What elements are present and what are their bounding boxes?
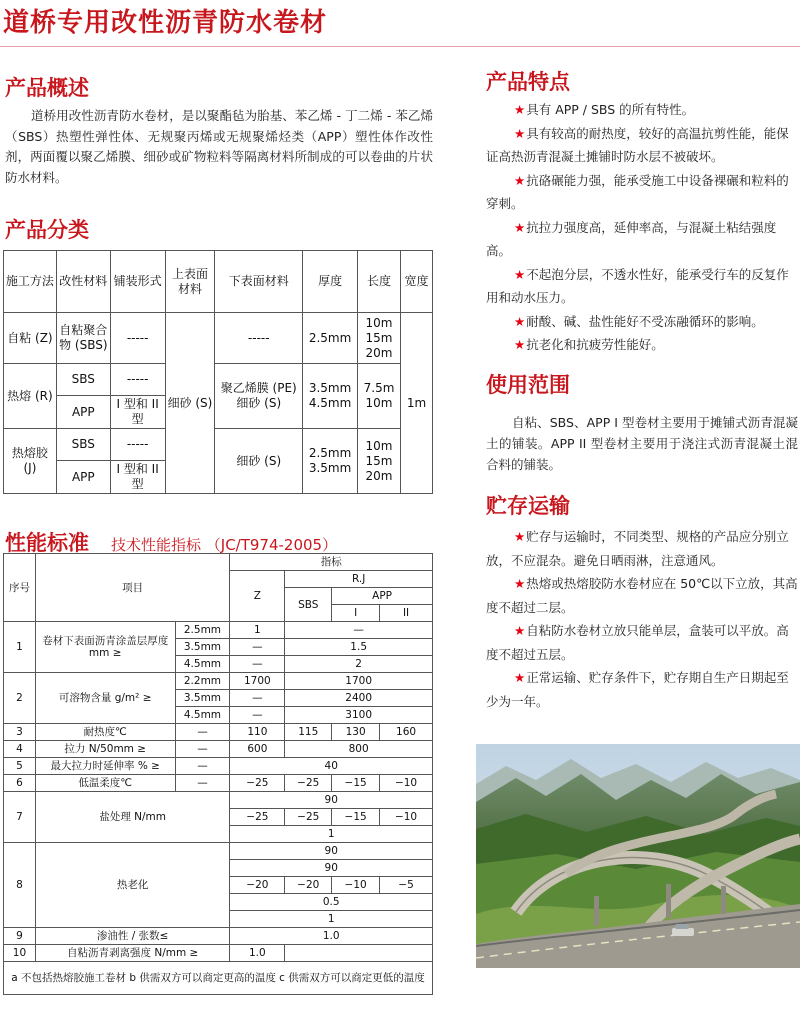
header-modifier: 改性材料	[56, 251, 110, 313]
highway-interchange-photo	[476, 744, 800, 968]
feature-item: ★抗老化和抗疲劳性能好。	[514, 337, 664, 352]
value-app-2: −10	[380, 809, 433, 826]
star-icon: ★	[514, 219, 526, 235]
value-all: 1	[230, 911, 433, 928]
star-icon: ★	[514, 576, 526, 591]
cell-lower: 细砂 (S)	[215, 429, 303, 494]
row-no: 6	[4, 775, 36, 792]
table-footnote: a 不包括热熔胶施工卷材 b 供需双方可以商定更高的温度 c 供需双方可以商定更低的温度	[4, 962, 433, 995]
star-icon: ★	[514, 337, 526, 352]
value-app-1: −15	[332, 809, 380, 826]
cell-form: I 型和 II 型	[110, 461, 165, 494]
header-sbs: SBS	[285, 588, 332, 622]
row-item: 低温柔度℃	[35, 775, 175, 792]
overview-heading: 产品概述	[5, 75, 89, 100]
usage-text: 自粘、SBS、APP I 型卷材主要用于摊铺式沥青混凝土的铺装。APP II 型卷材主要用于浇注式沥青混凝土混合料的铺装。	[486, 415, 798, 472]
cell-form: I 型和 II 型	[110, 396, 165, 429]
value-z: −25	[230, 775, 285, 792]
value-all: 1.0	[230, 928, 433, 945]
header-width: 宽度	[401, 251, 433, 313]
value-app-1: −10	[332, 877, 380, 894]
row-spec: 4.5mm	[175, 656, 230, 673]
header-lower: 下表面材料	[215, 251, 303, 313]
cell-lower: 聚乙烯膜 (PE) 细砂 (S)	[215, 364, 303, 429]
features-list	[486, 98, 798, 357]
star-icon: ★	[514, 529, 526, 544]
row-spec: —	[175, 758, 230, 775]
row-no: 8	[4, 843, 36, 928]
value-z: −25	[230, 809, 285, 826]
cell-thickness: 3.5mm 4.5mm	[303, 364, 358, 429]
value-rj: 3100	[285, 707, 433, 724]
cell-length: 10m 15m 20m	[358, 313, 401, 364]
value-rj: 2400	[285, 690, 433, 707]
value-z: —	[230, 639, 285, 656]
header-z: Z	[230, 571, 285, 622]
value-app-2: −10	[380, 775, 433, 792]
value-z: −20	[230, 877, 285, 894]
feature-item: ★具有 APP / SBS 的所有特性。	[514, 102, 695, 117]
row-spec: 2.2mm	[175, 673, 230, 690]
value-rj: 1700	[285, 673, 433, 690]
row-no: 2	[4, 673, 36, 724]
row-no: 5	[4, 758, 36, 775]
row-spec: —	[175, 775, 230, 792]
header-upper: 上表面材料	[165, 251, 215, 313]
cell-form: -----	[110, 429, 165, 461]
value-all: 90	[230, 843, 433, 860]
storage-item: ★贮存与运输时，不同类型、规格的产品应分别立放，不应混杂。避免日晒雨淋，注意通风。	[486, 529, 789, 568]
feature-item: ★耐酸、碱、盐性能好不受冻融循环的影响。	[514, 313, 764, 329]
row-item: 耐热度℃	[35, 724, 175, 741]
header-no: 序号	[4, 554, 36, 622]
value-z: 1700	[230, 673, 285, 690]
performance-table	[3, 553, 433, 995]
performance-title: 性能标准	[5, 530, 89, 555]
cell-method: 热熔胶 (J)	[4, 429, 57, 494]
usage-heading: 使用范围	[486, 372, 570, 397]
header-index: 指标	[230, 554, 433, 571]
cell-modifier: 自粘聚合物 (SBS)	[56, 313, 110, 364]
features-heading: 产品特点	[486, 69, 570, 94]
value-all: 40	[230, 758, 433, 775]
feature-item: ★具有较高的耐热度，较好的高温抗剪性能，能保证高热沥青混凝土摊铺时防水层不被破坏。	[486, 125, 789, 164]
value-z: —	[230, 707, 285, 724]
value-z: 110	[230, 724, 285, 741]
storage-item: ★正常运输、贮存条件下，贮存期自生产日期起至少为一年。	[486, 670, 789, 709]
cell-thickness: 2.5mm 3.5mm	[303, 429, 358, 494]
cell-method: 热熔 (R)	[4, 364, 57, 429]
value-all: 1	[230, 826, 433, 843]
cell-width: 1m	[401, 313, 433, 494]
value-sbs: 115	[285, 724, 332, 741]
header-rj: R.J	[285, 571, 433, 588]
classification-heading: 产品分类	[5, 217, 89, 242]
feature-item: ★抗拉力强度高，延伸率高，与混凝土粘结强度高。	[486, 219, 777, 258]
feature-item: ★不起泡分层，不透水性好，能承受行车的反复作用和动水压力。	[486, 266, 789, 305]
star-icon: ★	[514, 670, 526, 685]
row-no: 10	[4, 945, 36, 962]
value-app-1: 130	[332, 724, 380, 741]
storage-item: ★自粘防水卷材立放只能单层，盒装可以平放。高度不超过五层。	[486, 623, 789, 662]
cell-lower: -----	[215, 313, 303, 364]
title-divider	[0, 46, 800, 47]
header-app-1: I	[332, 605, 380, 622]
row-item: 卷材下表面沥青涂盖层厚度 mm ≥	[35, 622, 175, 673]
cell-modifier: SBS	[56, 429, 110, 461]
row-spec: —	[175, 724, 230, 741]
value-rj: 2	[285, 656, 433, 673]
row-item: 最大拉力时延伸率 % ≥	[35, 758, 175, 775]
star-icon: ★	[514, 172, 526, 188]
value-rj: 800	[285, 741, 433, 758]
row-item: 拉力 N/50mm ≥	[35, 741, 175, 758]
header-method: 施工方法	[4, 251, 57, 313]
row-no: 3	[4, 724, 36, 741]
cell-thickness: 2.5mm	[303, 313, 358, 364]
performance-subtitle: 技术性能指标 （JC/T974-2005）	[111, 536, 338, 554]
value-z: 1.0	[230, 945, 285, 962]
star-icon: ★	[514, 102, 526, 117]
row-item: 热老化	[35, 843, 230, 928]
header-form: 铺装形式	[110, 251, 165, 313]
value-z: 1	[230, 622, 285, 639]
row-no: 1	[4, 622, 36, 673]
cell-modifier: APP	[56, 461, 110, 494]
cell-method: 自粘 (Z)	[4, 313, 57, 364]
star-icon: ★	[514, 266, 526, 282]
value-sbs: −25	[285, 775, 332, 792]
value-sbs: −20	[285, 877, 332, 894]
cell-length: 7.5m 10m	[358, 364, 401, 429]
header-item: 项目	[35, 554, 230, 622]
value-z: 600	[230, 741, 285, 758]
row-item: 自粘沥青剥离强度 N/mm ≥	[35, 945, 230, 962]
row-item: 可溶物含量 g/m² ≥	[35, 673, 175, 724]
row-spec: —	[175, 741, 230, 758]
highway-photo-illustration	[476, 744, 800, 968]
value-rj	[285, 945, 433, 962]
row-no: 7	[4, 792, 36, 843]
star-icon: ★	[514, 125, 526, 141]
page-title: 道桥专用改性沥青防水卷材	[3, 8, 328, 38]
classification-table	[3, 250, 433, 494]
storage-heading: 贮存运输	[486, 493, 570, 518]
cell-length: 10m 15m 20m	[358, 429, 401, 494]
cell-form: -----	[110, 364, 165, 396]
value-app-1: −15	[332, 775, 380, 792]
storage-list	[486, 525, 798, 713]
value-app-2: 160	[380, 724, 433, 741]
value-all: 90	[230, 792, 433, 809]
cell-modifier: SBS	[56, 364, 110, 396]
cell-form: -----	[110, 313, 165, 364]
row-no: 4	[4, 741, 36, 758]
value-app-2: −5	[380, 877, 433, 894]
value-rj: 1.5	[285, 639, 433, 656]
feature-item: ★抗硌碾能力强，能承受施工中设备裸碾和粒料的穿刺。	[486, 172, 789, 211]
cell-modifier: APP	[56, 396, 110, 429]
row-spec: 4.5mm	[175, 707, 230, 724]
row-spec: 3.5mm	[175, 690, 230, 707]
value-all: 0.5	[230, 894, 433, 911]
row-item: 盐处理 N/mm	[35, 792, 230, 843]
header-app-2: II	[380, 605, 433, 622]
storage-item: ★热熔或热熔胶防水卷材应在 50℃以下立放，其高度不超过二层。	[486, 576, 798, 615]
header-length: 长度	[358, 251, 401, 313]
value-all: 90	[230, 860, 433, 877]
cell-upper: 细砂 (S)	[165, 313, 215, 494]
star-icon: ★	[514, 623, 526, 638]
star-icon: ★	[514, 313, 526, 329]
header-thickness: 厚度	[303, 251, 358, 313]
value-z: —	[230, 656, 285, 673]
row-no: 9	[4, 928, 36, 945]
overview-text: 道桥用改性沥青防水卷材，是以聚酯毡为胎基、苯乙烯 - 丁二烯 - 苯乙烯（SBS）热塑性弹性体、无规聚丙烯或无规聚烯烃类（APP）塑性体作改性剂，两面覆以聚乙烯膜、细砂或矿物粒料等隔离材料所制成的可以卷曲的片状防水材料。	[5, 108, 433, 185]
value-rj: —	[285, 622, 433, 639]
value-sbs: −25	[285, 809, 332, 826]
header-app: APP	[332, 588, 433, 605]
row-spec: 3.5mm	[175, 639, 230, 656]
value-z: —	[230, 690, 285, 707]
row-item: 渗油性 / 张数≤	[35, 928, 230, 945]
row-spec: 2.5mm	[175, 622, 230, 639]
